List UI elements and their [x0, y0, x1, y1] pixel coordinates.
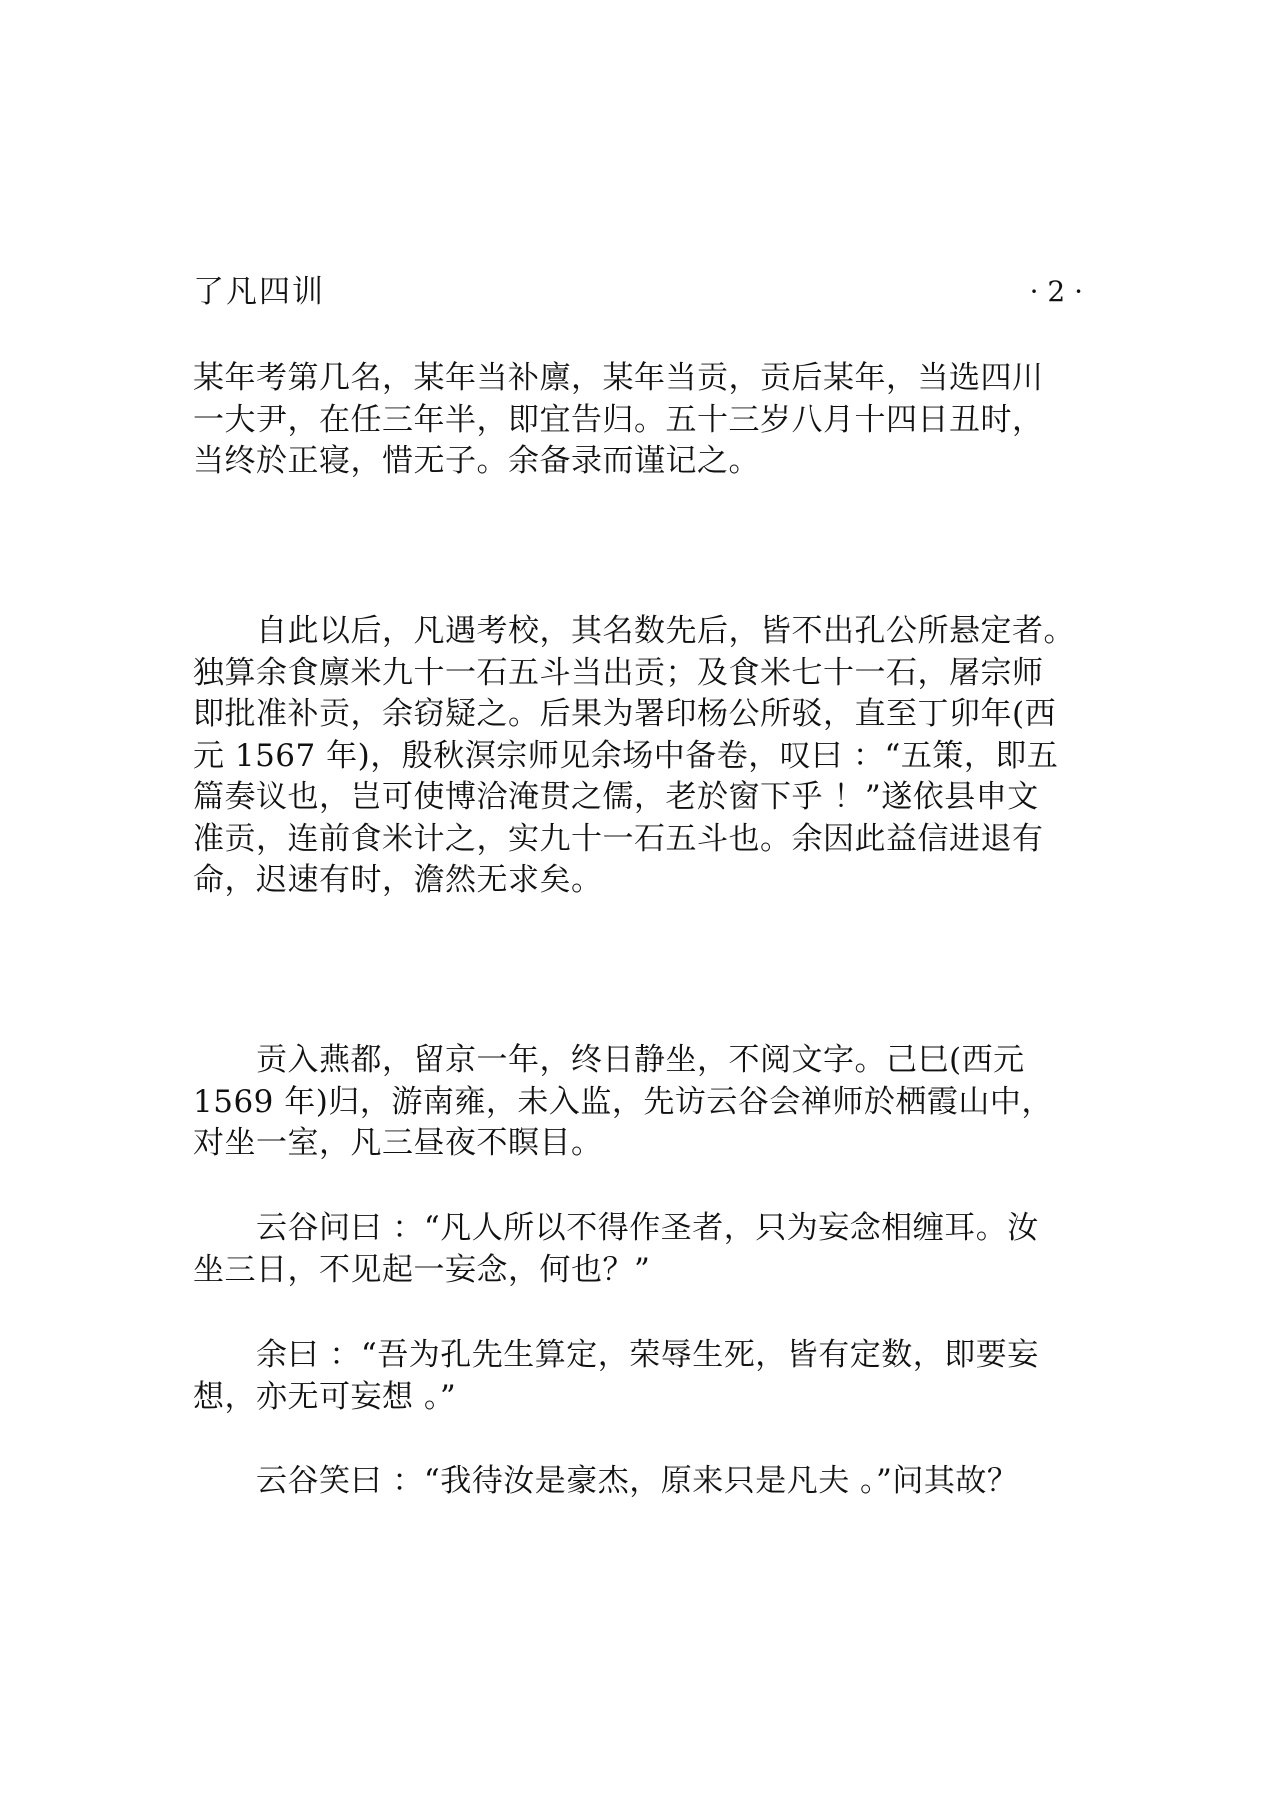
text-line: 准贡，连前食米计之，实九十一石五斗也。余因此益信进退有: [193, 820, 1044, 857]
text-line: 元 1567 年)，殷秋溟宗师见余场中备卷，叹曰 ：“五策，即五: [193, 737, 1059, 774]
paragraph-6: [193, 1461, 1093, 1503]
text-line: 命，迟速有时，澹然无求矣。: [193, 862, 603, 898]
text-line: 篇奏议也，岂可使博洽淹贯之儒，老於窗下乎 ！”遂依县申文: [193, 779, 1039, 815]
text-line: 云谷问曰 ：“凡人所以不得作圣者，只为妄念相缠耳。汝: [193, 1210, 1039, 1246]
text-line: 坐三日，不见起一妄念，何也？”: [193, 1251, 651, 1288]
text-line: 当终於正寝，惜无子。余备录而谨记之。: [193, 443, 760, 479]
paragraph-1: [193, 358, 1093, 483]
text-line: 1569 年)归，游南雍，未入监，先访云谷会禅师於栖霞山中，: [193, 1083, 1053, 1120]
text-line: 对坐一室，凡三昼夜不瞑目。: [193, 1125, 603, 1161]
text-line: 想，亦无可妄想 。”: [193, 1378, 457, 1415]
text-line: 一大尹，在任三年半，即宜告归。五十三岁八月十四日丑时，: [193, 401, 1044, 438]
text-line: 贡入燕都，留京一年，终日静坐，不阅文字。己巳(西元: [193, 1042, 1025, 1078]
text-line: 即批准补贡，余窃疑之。后果为署印杨公所驳，直至丁卯年(西: [193, 696, 1057, 732]
running-header: [193, 272, 1083, 312]
page-number: · 2 ·: [1029, 275, 1083, 308]
text-line: 独算余食廪米九十一石五斗当出贡；及食米七十一石，屠宗师: [193, 654, 1044, 691]
paragraph-5: [193, 1335, 1093, 1418]
paragraph-3: [193, 1040, 1093, 1165]
text-line: 某年考第几名，某年当补廪，某年当贡，贡后某年，当选四川: [193, 360, 1044, 396]
text-line: 余曰 ：“吾为孔先生算定，荣辱生死，皆有定数，即要妄: [193, 1337, 1039, 1373]
book-title: 了凡四训: [193, 274, 325, 310]
text-line: 云谷笑曰 ：“我待汝是豪杰，原来只是凡夫 。”问其故？: [193, 1463, 1019, 1499]
paragraph-4: [193, 1208, 1093, 1291]
text-line: 自此以后，凡遇考校，其名数先后，皆不出孔公所悬定者。: [193, 613, 1075, 649]
paragraph-2: [193, 611, 1093, 902]
